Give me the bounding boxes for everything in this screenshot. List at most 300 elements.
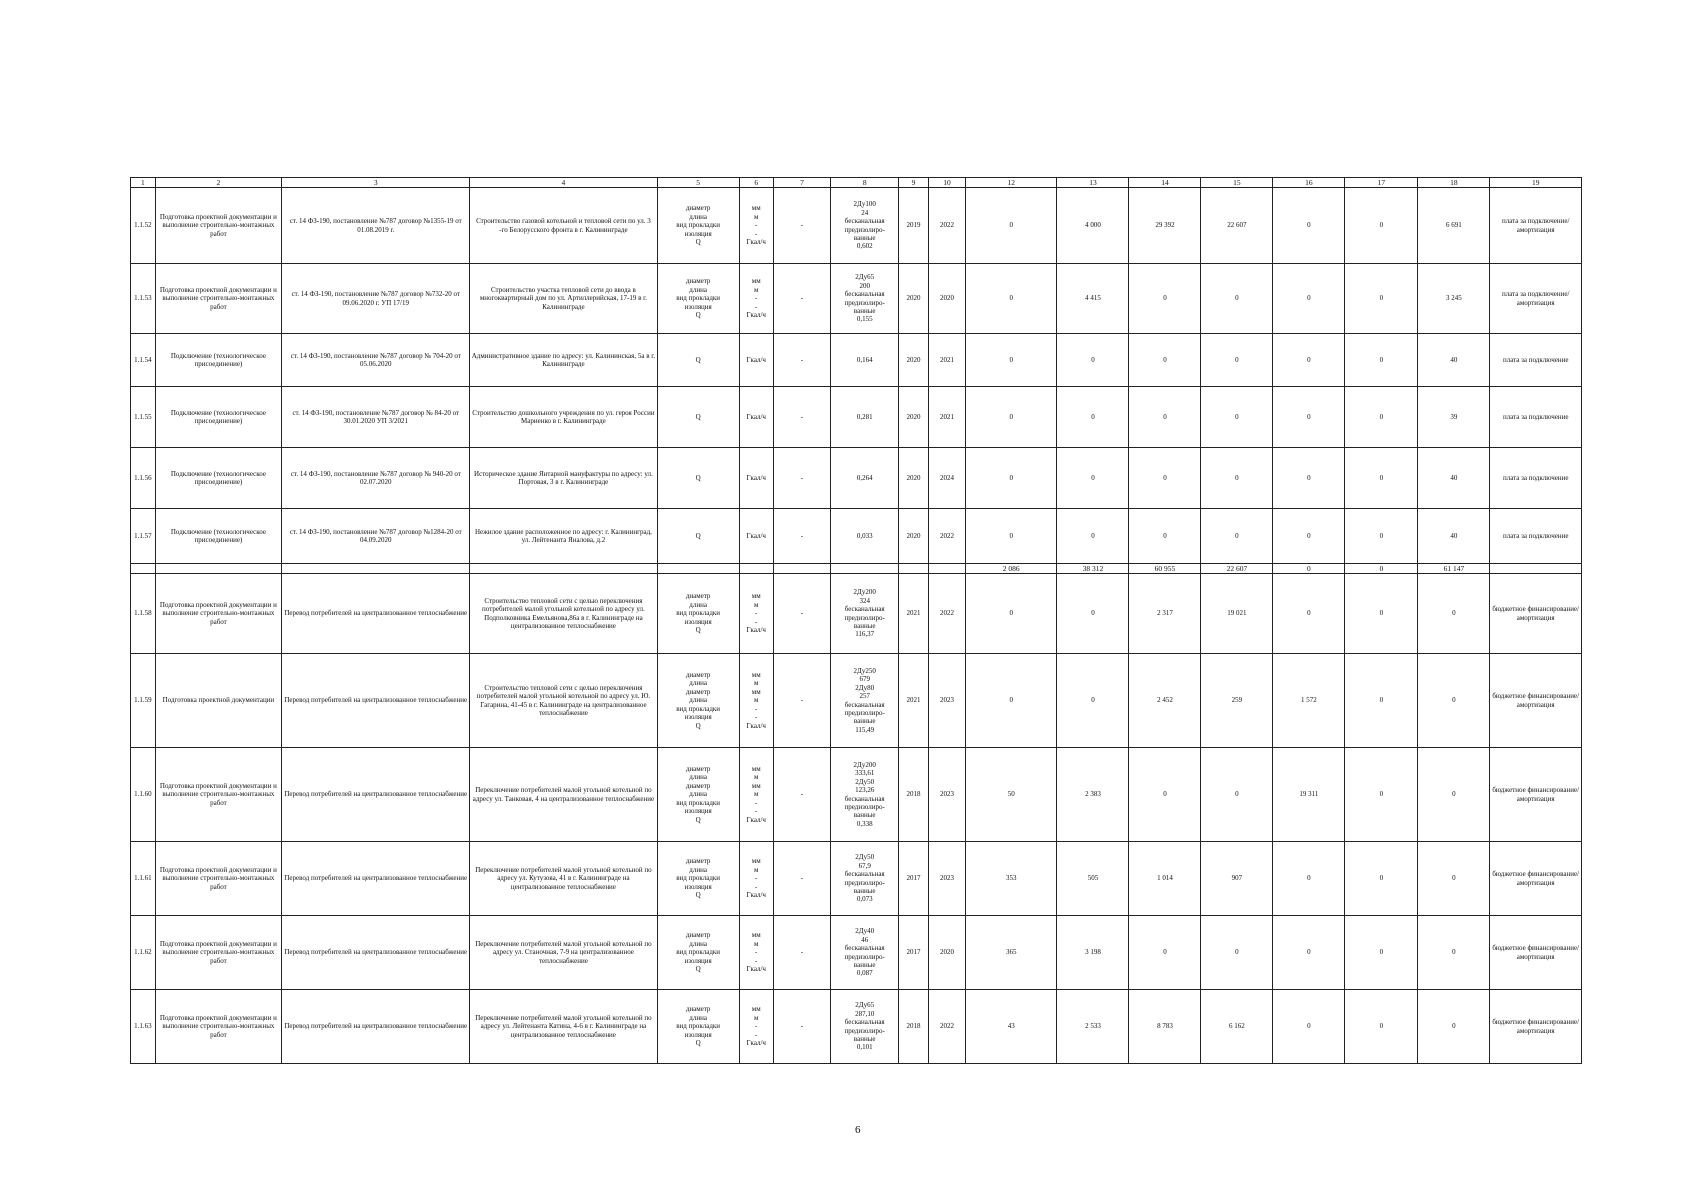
table-row: [131, 264, 1582, 334]
col-12: 0: [965, 448, 1057, 509]
col-14: 0: [1129, 334, 1201, 387]
col-17: 0: [1345, 748, 1418, 842]
col-18: 0: [1418, 574, 1490, 654]
col-16: 0: [1273, 264, 1345, 334]
parameter-values-stack: [832, 588, 897, 638]
subtotal-empty-cell: [899, 564, 929, 574]
col-16: 0: [1273, 188, 1345, 264]
parameters-q: Q: [695, 815, 701, 824]
col-18: 40: [1418, 448, 1490, 509]
subtotal-empty-cell: [928, 564, 965, 574]
parameter-values: [831, 334, 899, 387]
basis: Перевод потребителей на централизованное теплоснабжение: [282, 842, 470, 916]
units: [739, 574, 773, 654]
col-7: -: [773, 916, 831, 990]
year-start: 2020: [899, 334, 929, 387]
units-stack: [741, 356, 772, 364]
basis: ст. 14 ФЗ-190, постановление №787 договор №1355-19 от 01.08.2019 г.: [282, 188, 470, 264]
units-values: мм м - -: [751, 277, 761, 311]
col-7: -: [773, 574, 831, 654]
table-row: [131, 387, 1582, 448]
parameters: [657, 842, 739, 916]
parameters-stack: [659, 931, 738, 973]
parameter-values-stack: [832, 356, 897, 364]
parameters: [657, 916, 739, 990]
page-number: 6: [855, 1124, 861, 1136]
table-row: [131, 188, 1582, 264]
parameters: [657, 387, 739, 448]
year-end: 2023: [928, 654, 965, 748]
year-start: 2018: [899, 990, 929, 1064]
parameters: [657, 748, 739, 842]
financing-source: бюджетное финансирование/ амортизация: [1490, 654, 1582, 748]
units-values: мм м - -: [751, 204, 761, 238]
units: [739, 654, 773, 748]
subtotal-c15: 22 607: [1201, 564, 1273, 574]
units-stack: [741, 1005, 772, 1047]
col-15: 0: [1201, 334, 1273, 387]
col-13: 505: [1057, 842, 1129, 916]
parameters: [657, 990, 739, 1064]
financing-source: плата за подключение/ амортизация: [1490, 264, 1582, 334]
parameters-stack: [659, 356, 738, 364]
col-12: 0: [965, 574, 1057, 654]
col-7: -: [773, 264, 831, 334]
units-q: Гкал/ч: [746, 238, 766, 247]
col-17: 0: [1345, 387, 1418, 448]
parameter-values-values: 2Ду200 333,61 2Ду50 123,26 бесканальная предизолиро- ванные: [844, 760, 885, 820]
parameter-values-values: 2Ду100 24 бесканальная предизолиро- ванные: [844, 200, 885, 242]
col-7: -: [773, 654, 831, 748]
parameter-values-stack: [832, 273, 897, 323]
units: [739, 916, 773, 990]
col-14: 0: [1129, 748, 1201, 842]
col-17: 0: [1345, 334, 1418, 387]
col-17: 0: [1345, 916, 1418, 990]
col-15: 6 162: [1201, 990, 1273, 1064]
col-15: 0: [1201, 748, 1273, 842]
parameter-values: [831, 387, 899, 448]
financing-source: бюджетное финансирование/ амортизация: [1490, 574, 1582, 654]
subtotal-empty-cell: [657, 564, 739, 574]
col-15: 19 021: [1201, 574, 1273, 654]
col-17: 0: [1345, 188, 1418, 264]
parameters-q: Q: [695, 531, 701, 540]
parameter-values-values: 2Ду65 200 бесканальная предизолиро- ванные: [844, 273, 885, 315]
work-type: Подготовка проектной документации и выполнение строительно-монтажных работ: [155, 574, 281, 654]
subtotal-empty-cell: [773, 564, 831, 574]
units-q: Гкал/ч: [746, 412, 766, 421]
col-17: 0: [1345, 264, 1418, 334]
col-16: 1 572: [1273, 654, 1345, 748]
col-7: -: [773, 842, 831, 916]
col-12: 0: [965, 334, 1057, 387]
parameters-q: Q: [695, 626, 701, 635]
col-17: 0: [1345, 448, 1418, 509]
parameter-values: [831, 448, 899, 509]
year-start: 2020: [899, 448, 929, 509]
work-type: Подключение (технологическое присоединение): [155, 334, 281, 387]
parameter-values-q: 0,602: [856, 242, 873, 251]
col-7: -: [773, 990, 831, 1064]
basis: ст. 14 ФЗ-190, постановление №787 договор № 704-20 от 05.06.2020: [282, 334, 470, 387]
units-values: мм м - -: [751, 1005, 761, 1039]
header-cell: 13: [1057, 178, 1129, 188]
parameters: [657, 509, 739, 564]
units-q: Гкал/ч: [746, 815, 766, 824]
col-15: 0: [1201, 387, 1273, 448]
parameters-q: Q: [695, 1039, 701, 1048]
subtotal-c13: 38 312: [1057, 564, 1129, 574]
header-cell: 15: [1201, 178, 1273, 188]
parameter-values-stack: [832, 667, 897, 734]
col-18: 0: [1418, 748, 1490, 842]
parameter-values-stack: [832, 200, 897, 250]
col-14: 29 392: [1129, 188, 1201, 264]
parameters-q: Q: [695, 412, 701, 421]
parameters-q: Q: [695, 473, 701, 482]
object-description: Переключение потребителей малой угольной котельной по адресу ул. Лейтенанта Катина, 4-6 в г. Калининграде на централизованное теплоснабжение: [470, 990, 657, 1064]
units-q: Гкал/ч: [746, 531, 766, 540]
year-end: 2023: [928, 748, 965, 842]
units-stack: [741, 765, 772, 824]
year-start: 2021: [899, 654, 929, 748]
units-q: Гкал/ч: [746, 965, 766, 974]
basis: Перевод потребителей на централизованное теплоснабжение: [282, 574, 470, 654]
parameter-values: [831, 748, 899, 842]
col-12: 50: [965, 748, 1057, 842]
row-id: 1.1.59: [131, 654, 156, 748]
col-12: 353: [965, 842, 1057, 916]
basis: Перевод потребителей на централизованное теплоснабжение: [282, 916, 470, 990]
financing-source: бюджетное финансирование/ амортизация: [1490, 842, 1582, 916]
col-13: 4 415: [1057, 264, 1129, 334]
financing-source: плата за подключение: [1490, 334, 1582, 387]
parameter-values-values: 2Ду250 679 2Ду80 257 бесканальная предизолиро- ванные: [844, 666, 885, 726]
header-cell: 16: [1273, 178, 1345, 188]
financing-source: плата за подключение/ амортизация: [1490, 188, 1582, 264]
parameters-stack: [659, 204, 738, 246]
parameter-values-stack: [832, 853, 897, 903]
col-18: 39: [1418, 387, 1490, 448]
basis: ст. 14 ФЗ-190, постановление №787 договор №1284-20 от 04.09.2020: [282, 509, 470, 564]
parameters-stack: [659, 765, 738, 824]
work-type: Подготовка проектной документации и выполнение строительно-монтажных работ: [155, 748, 281, 842]
col-16: 0: [1273, 334, 1345, 387]
col-15: 907: [1201, 842, 1273, 916]
parameters-values: диаметр длина диаметр длина вид прокладки изоляция: [676, 765, 721, 816]
subtotal-empty-cell: [739, 564, 773, 574]
parameter-values-values: 2Ду40 46 бесканальная предизолиро- ванные: [844, 927, 885, 969]
col-17: 0: [1345, 509, 1418, 564]
header-cell: 14: [1129, 178, 1201, 188]
work-type: Подготовка проектной документации и выполнение строительно-монтажных работ: [155, 264, 281, 334]
financing-source: плата за подключение: [1490, 387, 1582, 448]
year-end: 2023: [928, 842, 965, 916]
col-13: 0: [1057, 574, 1129, 654]
work-type: Подключение (технологическое присоединение): [155, 387, 281, 448]
parameters-q: Q: [695, 311, 701, 320]
object-description: Строительство участка тепловой сети до ввода в многоквартирный дом по ул. Артиллерийская, 17-19 в г. Калининграде: [470, 264, 657, 334]
row-id: 1.1.63: [131, 990, 156, 1064]
units-stack: [741, 671, 772, 730]
year-start: 2017: [899, 916, 929, 990]
header-cell: 9: [899, 178, 929, 188]
col-18: 0: [1418, 842, 1490, 916]
units: [739, 334, 773, 387]
col-14: 8 783: [1129, 990, 1201, 1064]
col-14: 0: [1129, 509, 1201, 564]
col-15: 0: [1201, 509, 1273, 564]
header-cell: 3: [282, 178, 470, 188]
col-12: 0: [965, 188, 1057, 264]
units: [739, 748, 773, 842]
parameter-values-stack: [832, 927, 897, 977]
subtotal-empty-cell: [131, 564, 156, 574]
parameters-values: диаметр длина вид прокладки изоляция: [676, 931, 721, 965]
subtotal-row: [131, 564, 1582, 574]
col-16: 0: [1273, 990, 1345, 1064]
units-q: Гкал/ч: [746, 355, 766, 364]
financing-source: плата за подключение: [1490, 509, 1582, 564]
units-q: Гкал/ч: [746, 473, 766, 482]
col-13: 3 198: [1057, 916, 1129, 990]
subtotal-empty-cell: [1490, 564, 1582, 574]
table-row: [131, 916, 1582, 990]
col-12: 0: [965, 509, 1057, 564]
object-description: Переключение потребителей малой угольной котельной по адресу ул. Танковая, 4 на централизованное теплоснабжение: [470, 748, 657, 842]
parameters-values: диаметр длина вид прокладки изоляция: [676, 592, 721, 626]
work-type: Подготовка проектной документации и выполнение строительно-монтажных работ: [155, 188, 281, 264]
parameters-q: Q: [695, 965, 701, 974]
col-12: 0: [965, 387, 1057, 448]
parameters-values: диаметр длина вид прокладки изоляция: [676, 204, 721, 238]
parameters-q: Q: [695, 891, 701, 900]
units-values: мм м - -: [751, 592, 761, 626]
col-18: 3 245: [1418, 264, 1490, 334]
parameters-q: Q: [695, 355, 701, 364]
col-17: 0: [1345, 574, 1418, 654]
units-q: Гкал/ч: [746, 891, 766, 900]
parameters: [657, 654, 739, 748]
parameters-q: Q: [695, 721, 701, 730]
subtotal-c16: 0: [1273, 564, 1345, 574]
parameter-values-stack: [832, 1001, 897, 1051]
col-12: 0: [965, 654, 1057, 748]
year-end: 2021: [928, 334, 965, 387]
year-start: 2017: [899, 842, 929, 916]
col-16: 0: [1273, 387, 1345, 448]
financing-source: бюджетное финансирование/ амортизация: [1490, 748, 1582, 842]
work-type: Подготовка проектной документации и выполнение строительно-монтажных работ: [155, 916, 281, 990]
header-cell: 6: [739, 178, 773, 188]
col-16: 0: [1273, 509, 1345, 564]
header-cell: 18: [1418, 178, 1490, 188]
year-end: 2022: [928, 188, 965, 264]
parameter-values-q: 116,37: [855, 630, 875, 639]
col-18: 0: [1418, 654, 1490, 748]
parameter-values-values: 2Ду50 67,9 бесканальная предизолиро- ванные: [844, 853, 885, 895]
parameter-values: [831, 842, 899, 916]
col-17: 0: [1345, 654, 1418, 748]
work-type: Подготовка проектной документации и выполнение строительно-монтажных работ: [155, 842, 281, 916]
col-15: 0: [1201, 916, 1273, 990]
work-type: Подключение (технологическое присоединение): [155, 509, 281, 564]
object-description: Переключение потребителей малой угольной котельной по адресу ул. Кутузова, 41 в г. Калининграде на централизованное теплоснабжение: [470, 842, 657, 916]
units-values: мм м мм м - -: [751, 671, 761, 722]
work-type: Подготовка проектной документации: [155, 654, 281, 748]
parameter-values-q: 0,281: [856, 412, 873, 421]
parameters: [657, 334, 739, 387]
parameter-values-q: 0,087: [856, 969, 873, 978]
basis: Перевод потребителей на централизованное теплоснабжение: [282, 654, 470, 748]
object-description: Нежилое здание расположенное по адресу: г. Калининград, ул. Лейтенанта Яналова, д.2: [470, 509, 657, 564]
col-18: 6 691: [1418, 188, 1490, 264]
parameters-stack: [659, 1005, 738, 1047]
header-cell: 10: [928, 178, 965, 188]
basis: ст. 14 ФЗ-190, постановление №787 договор № 940-20 от 02.07.2020: [282, 448, 470, 509]
table-row: [131, 842, 1582, 916]
parameters-values: диаметр длина диаметр длина вид прокладки изоляция: [676, 671, 721, 722]
work-type: Подготовка проектной документации и выполнение строительно-монтажных работ: [155, 990, 281, 1064]
row-id: 1.1.60: [131, 748, 156, 842]
col-15: 259: [1201, 654, 1273, 748]
col-18: 0: [1418, 990, 1490, 1064]
table-row: [131, 334, 1582, 387]
row-id: 1.1.62: [131, 916, 156, 990]
table-row: [131, 748, 1582, 842]
year-end: 2024: [928, 448, 965, 509]
year-start: 2020: [899, 509, 929, 564]
parameter-values-q: 0,155: [856, 315, 873, 324]
parameters: [657, 448, 739, 509]
parameter-values-q: 0,164: [856, 355, 873, 364]
units: [739, 188, 773, 264]
table-row: [131, 574, 1582, 654]
parameters: [657, 188, 739, 264]
parameter-values: [831, 654, 899, 748]
col-14: 2 317: [1129, 574, 1201, 654]
year-end: 2020: [928, 916, 965, 990]
subtotal-empty-cell: [470, 564, 657, 574]
col-15: 22 607: [1201, 188, 1273, 264]
object-description: Строительство тепловой сети с целью переключения потребителей малой угольной котельной по адресу ул. Ю. Гагарина, 41-45 в г. Калининграде на централизованное теплоснабжение: [470, 654, 657, 748]
parameter-values-values: 2Ду65 287,10 бесканальная предизолиро- ванные: [844, 1001, 885, 1043]
col-17: 0: [1345, 842, 1418, 916]
year-end: 2022: [928, 990, 965, 1064]
table-row: [131, 448, 1582, 509]
object-description: Строительство дошкольного учреждения по ул. героя России Мариенко в г. Калининграде: [470, 387, 657, 448]
header-cell: 5: [657, 178, 739, 188]
col-16: 0: [1273, 448, 1345, 509]
col-12: 365: [965, 916, 1057, 990]
investment-table: [130, 177, 1582, 1064]
col-14: 0: [1129, 916, 1201, 990]
col-14: 2 452: [1129, 654, 1201, 748]
units-values: мм м - -: [751, 857, 761, 891]
year-start: 2021: [899, 574, 929, 654]
parameters-stack: [659, 857, 738, 899]
col-15: 0: [1201, 448, 1273, 509]
object-description: Административное здание по адресу: ул. Калининская, 5а в г. Калининграде: [470, 334, 657, 387]
object-description: Строительство тепловой сети с целью переключения потребителей малой угольной котельной по адресу ул. Подполковника Емельянова,86а в г. Калининграде на централизованное теплоснабжение: [470, 574, 657, 654]
col-12: 43: [965, 990, 1057, 1064]
basis: Перевод потребителей на централизованное теплоснабжение: [282, 748, 470, 842]
col-18: 40: [1418, 509, 1490, 564]
row-id: 1.1.57: [131, 509, 156, 564]
col-16: 19 311: [1273, 748, 1345, 842]
units: [739, 842, 773, 916]
row-id: 1.1.56: [131, 448, 156, 509]
header-cell: 2: [155, 178, 281, 188]
row-id: 1.1.53: [131, 264, 156, 334]
parameter-values: [831, 990, 899, 1064]
col-13: 0: [1057, 654, 1129, 748]
header-cell: 4: [470, 178, 657, 188]
col-17: 0: [1345, 990, 1418, 1064]
subtotal-c18: 61 147: [1418, 564, 1490, 574]
subtotal-c17: 0: [1345, 564, 1418, 574]
units-values: мм м мм м - -: [751, 765, 761, 816]
units-q: Гкал/ч: [746, 1039, 766, 1048]
parameters-stack: [659, 474, 738, 482]
row-id: 1.1.58: [131, 574, 156, 654]
parameter-values: [831, 509, 899, 564]
units-q: Гкал/ч: [746, 626, 766, 635]
col-14: 0: [1129, 264, 1201, 334]
year-end: 2021: [928, 387, 965, 448]
parameter-values: [831, 916, 899, 990]
subtotal-c12: 2 086: [965, 564, 1057, 574]
parameter-values-stack: [832, 761, 897, 828]
parameters-stack: [659, 413, 738, 421]
col-7: -: [773, 748, 831, 842]
parameter-values-q: 0,033: [856, 531, 873, 540]
year-end: 2022: [928, 509, 965, 564]
header-cell: 1: [131, 178, 156, 188]
year-end: 2022: [928, 574, 965, 654]
col-16: 0: [1273, 842, 1345, 916]
year-start: 2018: [899, 748, 929, 842]
units: [739, 448, 773, 509]
parameter-values: [831, 574, 899, 654]
parameter-values-q: 0,073: [856, 895, 873, 904]
parameter-values-q: 0,101: [856, 1043, 873, 1052]
parameters-values: диаметр длина вид прокладки изоляция: [676, 277, 721, 311]
col-7: -: [773, 509, 831, 564]
financing-source: плата за подключение: [1490, 448, 1582, 509]
basis: ст. 14 ФЗ-190, постановление №787 договор № 84-20 от 30.01.2020 УП 3/2021: [282, 387, 470, 448]
units-stack: [741, 931, 772, 973]
row-id: 1.1.55: [131, 387, 156, 448]
parameters-q: Q: [695, 238, 701, 247]
col-7: -: [773, 387, 831, 448]
parameters-stack: [659, 532, 738, 540]
year-start: 2020: [899, 264, 929, 334]
parameters-values: диаметр длина вид прокладки изоляция: [676, 857, 721, 891]
col-7: -: [773, 448, 831, 509]
col-13: 0: [1057, 334, 1129, 387]
units-q: Гкал/ч: [746, 721, 766, 730]
col-13: 0: [1057, 448, 1129, 509]
col-13: 4 000: [1057, 188, 1129, 264]
col-13: 0: [1057, 387, 1129, 448]
col-16: 0: [1273, 916, 1345, 990]
units: [739, 264, 773, 334]
table-row: [131, 990, 1582, 1064]
col-13: 0: [1057, 509, 1129, 564]
header-cell: 12: [965, 178, 1057, 188]
